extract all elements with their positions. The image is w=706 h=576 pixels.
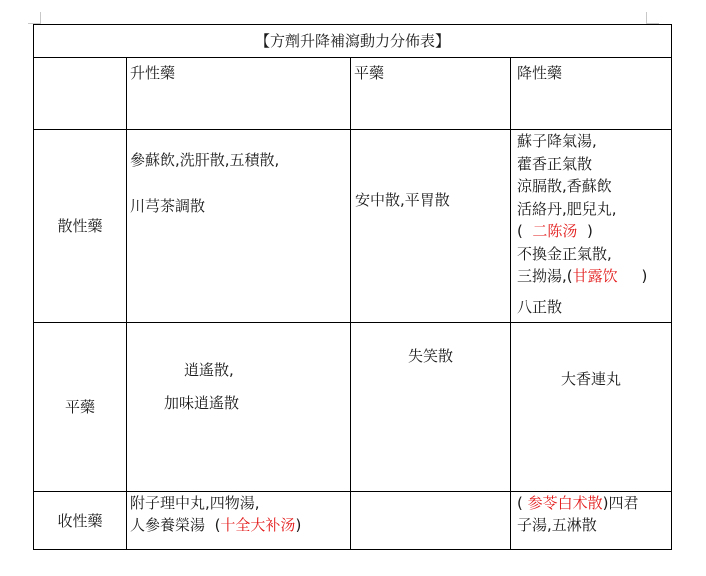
table-title-cell	[34, 25, 672, 58]
paren-close: )	[295, 516, 302, 534]
formula-line-shenling	[517, 492, 671, 514]
formula-text: 蘇子降氣湯,	[517, 132, 597, 150]
row-header-label: 散性藥	[57, 217, 103, 235]
cell-shou-jiang	[511, 492, 672, 550]
row-header-label: 收性藥	[57, 511, 103, 530]
table-title: 【方劑升降補瀉動力分佈表】	[255, 32, 451, 50]
formula-text: 人參養榮湯	[130, 516, 206, 534]
annotation-red: 二陈汤	[532, 222, 578, 240]
formula-text: 子湯,五淋散	[517, 516, 597, 534]
formula-text: )四君	[602, 494, 639, 512]
col-header-ping	[351, 58, 511, 130]
formula-text: 失笑散	[407, 347, 453, 365]
col-header-label: 降性藥	[517, 64, 563, 82]
formula-text: 活絡丹,肥兒丸,	[517, 199, 617, 218]
formula-line-ganlu	[517, 265, 671, 288]
cell-san-sheng	[127, 130, 351, 323]
cell-san-jiang	[511, 130, 672, 323]
cell-ping-sheng	[127, 323, 351, 492]
cell-shou-sheng	[127, 492, 351, 550]
formula-text: 逍遙散,	[184, 361, 234, 379]
page-corner-mark-left	[40, 12, 41, 24]
paren-close: )	[641, 267, 648, 285]
cell-ping-jiang	[511, 323, 672, 492]
annotation-red: 参苓白术散	[527, 494, 603, 512]
row-header-shou	[34, 492, 127, 550]
formula-text: 加味逍遙散	[164, 394, 240, 412]
cell-san-ping	[351, 130, 511, 323]
formula-distribution-table	[33, 24, 672, 550]
col-header-jiang	[511, 58, 672, 130]
col-header-sheng	[127, 58, 351, 130]
formula-text: 參蘇飲,洗肝散,五積散,	[130, 151, 280, 169]
row-header-label: 平藥	[64, 398, 95, 416]
cell-ping-ping	[351, 323, 511, 492]
formula-text: 涼膈散,香蘇飲	[517, 177, 612, 195]
annotation-red: 十全大补汤	[220, 516, 296, 534]
annotation-red: 甘露饮	[572, 267, 618, 285]
paren-close: )	[586, 222, 593, 240]
formula-line-quanda	[130, 514, 350, 536]
formula-text: 三拗湯,(	[517, 267, 573, 285]
col-header-label: 平藥	[354, 64, 385, 82]
paren-open: (	[517, 222, 523, 240]
corner-cell	[34, 58, 127, 130]
col-header-label: 升性藥	[130, 64, 176, 82]
paren-open: (	[214, 516, 221, 534]
formula-text: 附子理中丸,四物湯,	[130, 494, 260, 512]
formula-text: 安中散,平胃散	[355, 191, 450, 209]
formula-text: 八正散	[517, 297, 563, 316]
row-header-ping	[34, 323, 127, 492]
formula-text: 川芎茶調散	[130, 197, 206, 215]
formula-text: 不換金正氣散,	[517, 244, 612, 263]
formula-text: 藿香正氣散	[517, 154, 593, 173]
paren-open: (	[517, 494, 523, 512]
row-header-san	[34, 130, 127, 323]
formula-line-erchen	[517, 220, 671, 243]
cell-shou-ping	[351, 492, 511, 550]
formula-text: 大香連丸	[561, 370, 622, 388]
